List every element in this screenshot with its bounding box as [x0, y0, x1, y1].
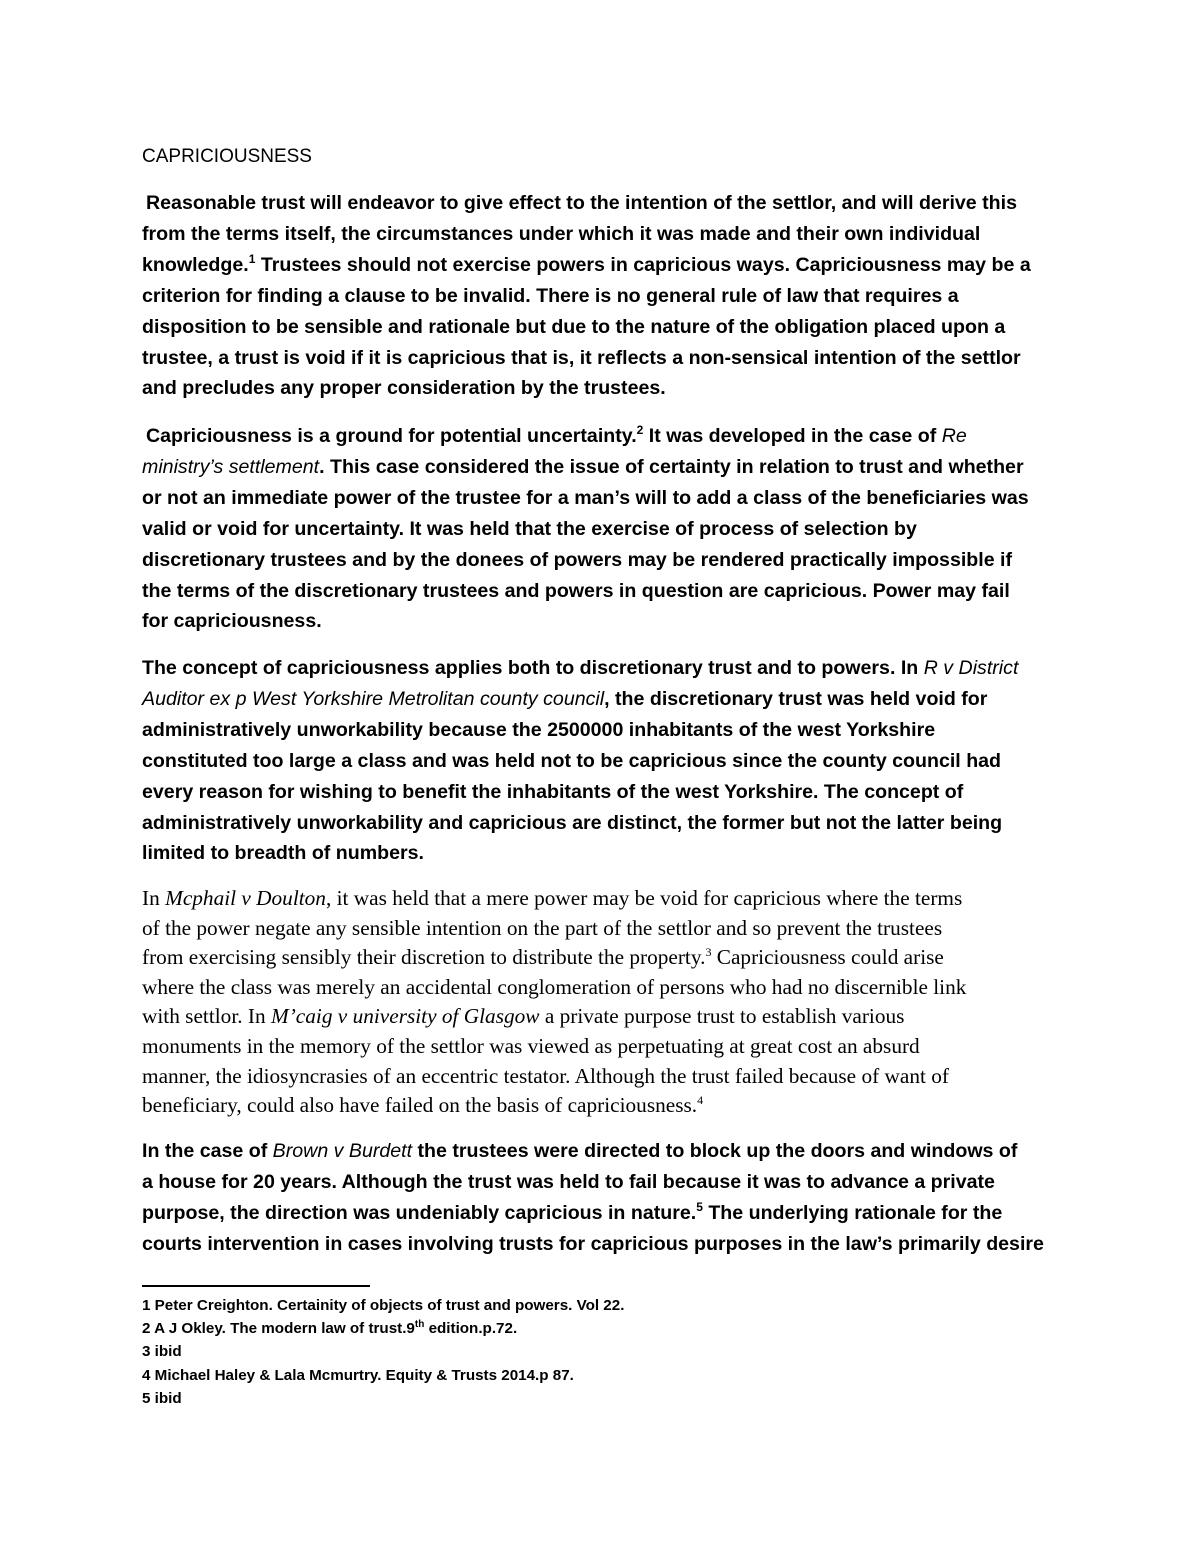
text-run: The underlying rationale for the — [702, 1201, 1003, 1224]
paragraph-line: courts intervention in cases involving trusts for capricious purposes in the law’s primarily desire — [142, 1232, 1044, 1255]
paragraph-line — [142, 1091, 1062, 1121]
paragraph-line: every reason for wishing to benefit the inhabitants of the west Yorkshire. The concept of — [142, 780, 964, 803]
case-name: Mcphail v Doulton — [165, 886, 326, 910]
paragraph-line — [142, 884, 1062, 914]
text-run: the trustees were directed to block up the doors and windows of — [412, 1140, 1018, 1162]
case-name: ministry’s settlement — [142, 455, 320, 478]
paragraph-line — [142, 1136, 1062, 1167]
paragraph-line: a house for 20 years. Although the trust was held to fail because it was to advance a private — [142, 1170, 995, 1193]
paragraph-line: or not an immediate power of the trustee for a man’s will to add a class of the beneficiaries was — [142, 486, 1029, 509]
paragraph-line: for capriciousness. — [142, 610, 322, 633]
text-run: The concept of capriciousness applies both to discretionary trust and to powers. In — [142, 657, 924, 679]
case-name: M’caig v university of Glasgow — [270, 1004, 540, 1029]
case-name: Auditor ex p West Yorkshire Metrolitan county council — [142, 687, 605, 710]
footnote-ref-4: 4 — [697, 1093, 704, 1108]
text-run: , it was held that a mere power may be void for capricious where the terms — [325, 886, 963, 910]
paragraph-line: of the power negate any sensible intention on the part of the settlor and so prevent the trustees — [142, 915, 943, 940]
paragraph-line: disposition to be sensible and rationale but due to the nature of the obligation placed upon a — [142, 315, 1006, 338]
superscript: th — [414, 1319, 425, 1331]
text-run: edition.p.72. — [424, 1320, 518, 1338]
paragraph-2 — [142, 421, 1062, 637]
paragraph-line: administratively unworkability because the 2500000 inhabitants of the west Yorkshire — [142, 718, 936, 741]
text-run: In the case of — [142, 1140, 273, 1162]
footnote-5: 5 ibid — [142, 1389, 182, 1407]
text-run: knowledge. — [142, 253, 249, 276]
text-run: Trustees should not exercise powers in capricious ways. Capriciousness may be a — [255, 253, 1031, 276]
text-run: It was developed in the case of — [643, 425, 942, 447]
footnote-ref-2: 2 — [636, 423, 644, 437]
paragraph-line: discretionary trustees and by the donees of powers may be rendered practically impossible if — [142, 548, 1013, 571]
paragraph-line: administratively unworkability and capricious are distinct, the former but not the latter being — [142, 811, 1003, 834]
paragraph-line: constituted too large a class and was held not to be capricious since the county council had — [142, 749, 1002, 772]
paragraph-3 — [142, 653, 1062, 869]
text-run: Capriciousness is a ground for potential uncertainty. — [146, 425, 637, 447]
text-run: Capriciousness could arise — [711, 945, 944, 970]
paragraph-line: where the class was merely an accidental conglomeration of persons who had no discernible link — [142, 974, 967, 999]
paragraph-line: from the terms itself, the circumstances under which it was made and their own individual — [142, 222, 981, 245]
footnote-1: 1 Peter Creighton. Certainity of objects of trust and powers. Vol 22. — [142, 1297, 625, 1314]
text-run: 2 A J Okley. The modern law of trust.9 — [142, 1320, 415, 1338]
paragraph-line: the terms of the discretionary trustees and powers in question are capricious. Power may fail — [142, 579, 1010, 602]
document-heading: CAPRICIOUSNESS — [142, 146, 312, 167]
case-name: Brown v Burdett — [272, 1140, 413, 1162]
footnote-separator — [142, 1285, 370, 1287]
text-run: purpose, the direction was undeniably capricious in nature. — [142, 1201, 697, 1224]
paragraph-5 — [142, 1136, 1062, 1260]
paragraph-line: Reasonable trust will endeavor to give effect to the intention of the settlor, and will derive this — [146, 192, 1017, 214]
paragraph-line: trustee, a trust is void if it is capricious that is, it reflects a non-sensical intention of the settlor — [142, 346, 1021, 369]
footnote-4: 4 Michael Haley & Lala Mcmurtry. Equity & Trusts 2014.p 87. — [142, 1366, 574, 1384]
text-run: with settlor. In — [142, 1004, 271, 1029]
footnote-2 — [142, 1317, 624, 1340]
paragraph-line — [142, 1002, 1062, 1032]
paragraph-line: and precludes any proper consideration by the trustees. — [142, 377, 666, 400]
footnote-3: 3 ibid — [142, 1343, 182, 1361]
text-run: In — [142, 886, 166, 910]
text-run: beneficiary, could also have failed on the basis of capriciousness. — [142, 1093, 698, 1118]
paragraph-line — [142, 684, 1062, 715]
paragraph-line: monuments in the memory of the settlor was viewed as perpetuating at great cost an absurd — [142, 1033, 920, 1058]
footnotes — [142, 1294, 624, 1410]
text-run: from exercising sensibly their discretion to distribute the property. — [142, 945, 706, 970]
text-run: , the discretionary trust was held void for — [604, 687, 988, 710]
paragraph-line: limited to breadth of numbers. — [142, 842, 424, 865]
paragraph-line — [142, 1198, 1062, 1229]
footnote-ref-5: 5 — [696, 1199, 703, 1214]
paragraph-line: manner, the idiosyncrasies of an eccentric testator. Although the trust failed because of want of — [142, 1063, 949, 1088]
paragraph-1 — [142, 188, 1062, 404]
paragraph-line — [142, 943, 1062, 973]
text-run: . This case considered the issue of certainty in relation to trust and whether — [319, 455, 1024, 478]
case-name: Re — [941, 425, 967, 447]
paragraph-line: criterion for finding a clause to be invalid. There is no general rule of law that requires a — [142, 284, 959, 307]
paragraph-4 — [142, 884, 1062, 1121]
paragraph-line: valid or void for uncertainty. It was held that the exercise of process of selection by — [142, 517, 917, 540]
text-run: a private purpose trust to establish various — [539, 1004, 905, 1029]
paragraph-line — [142, 250, 1062, 281]
case-name: R v District — [923, 657, 1019, 679]
footnote-ref-1: 1 — [248, 251, 256, 266]
paragraph-line — [142, 653, 1062, 684]
paragraph-line — [142, 452, 1062, 483]
paragraph-line — [142, 421, 1062, 452]
footnote-ref-3: 3 — [705, 945, 712, 960]
